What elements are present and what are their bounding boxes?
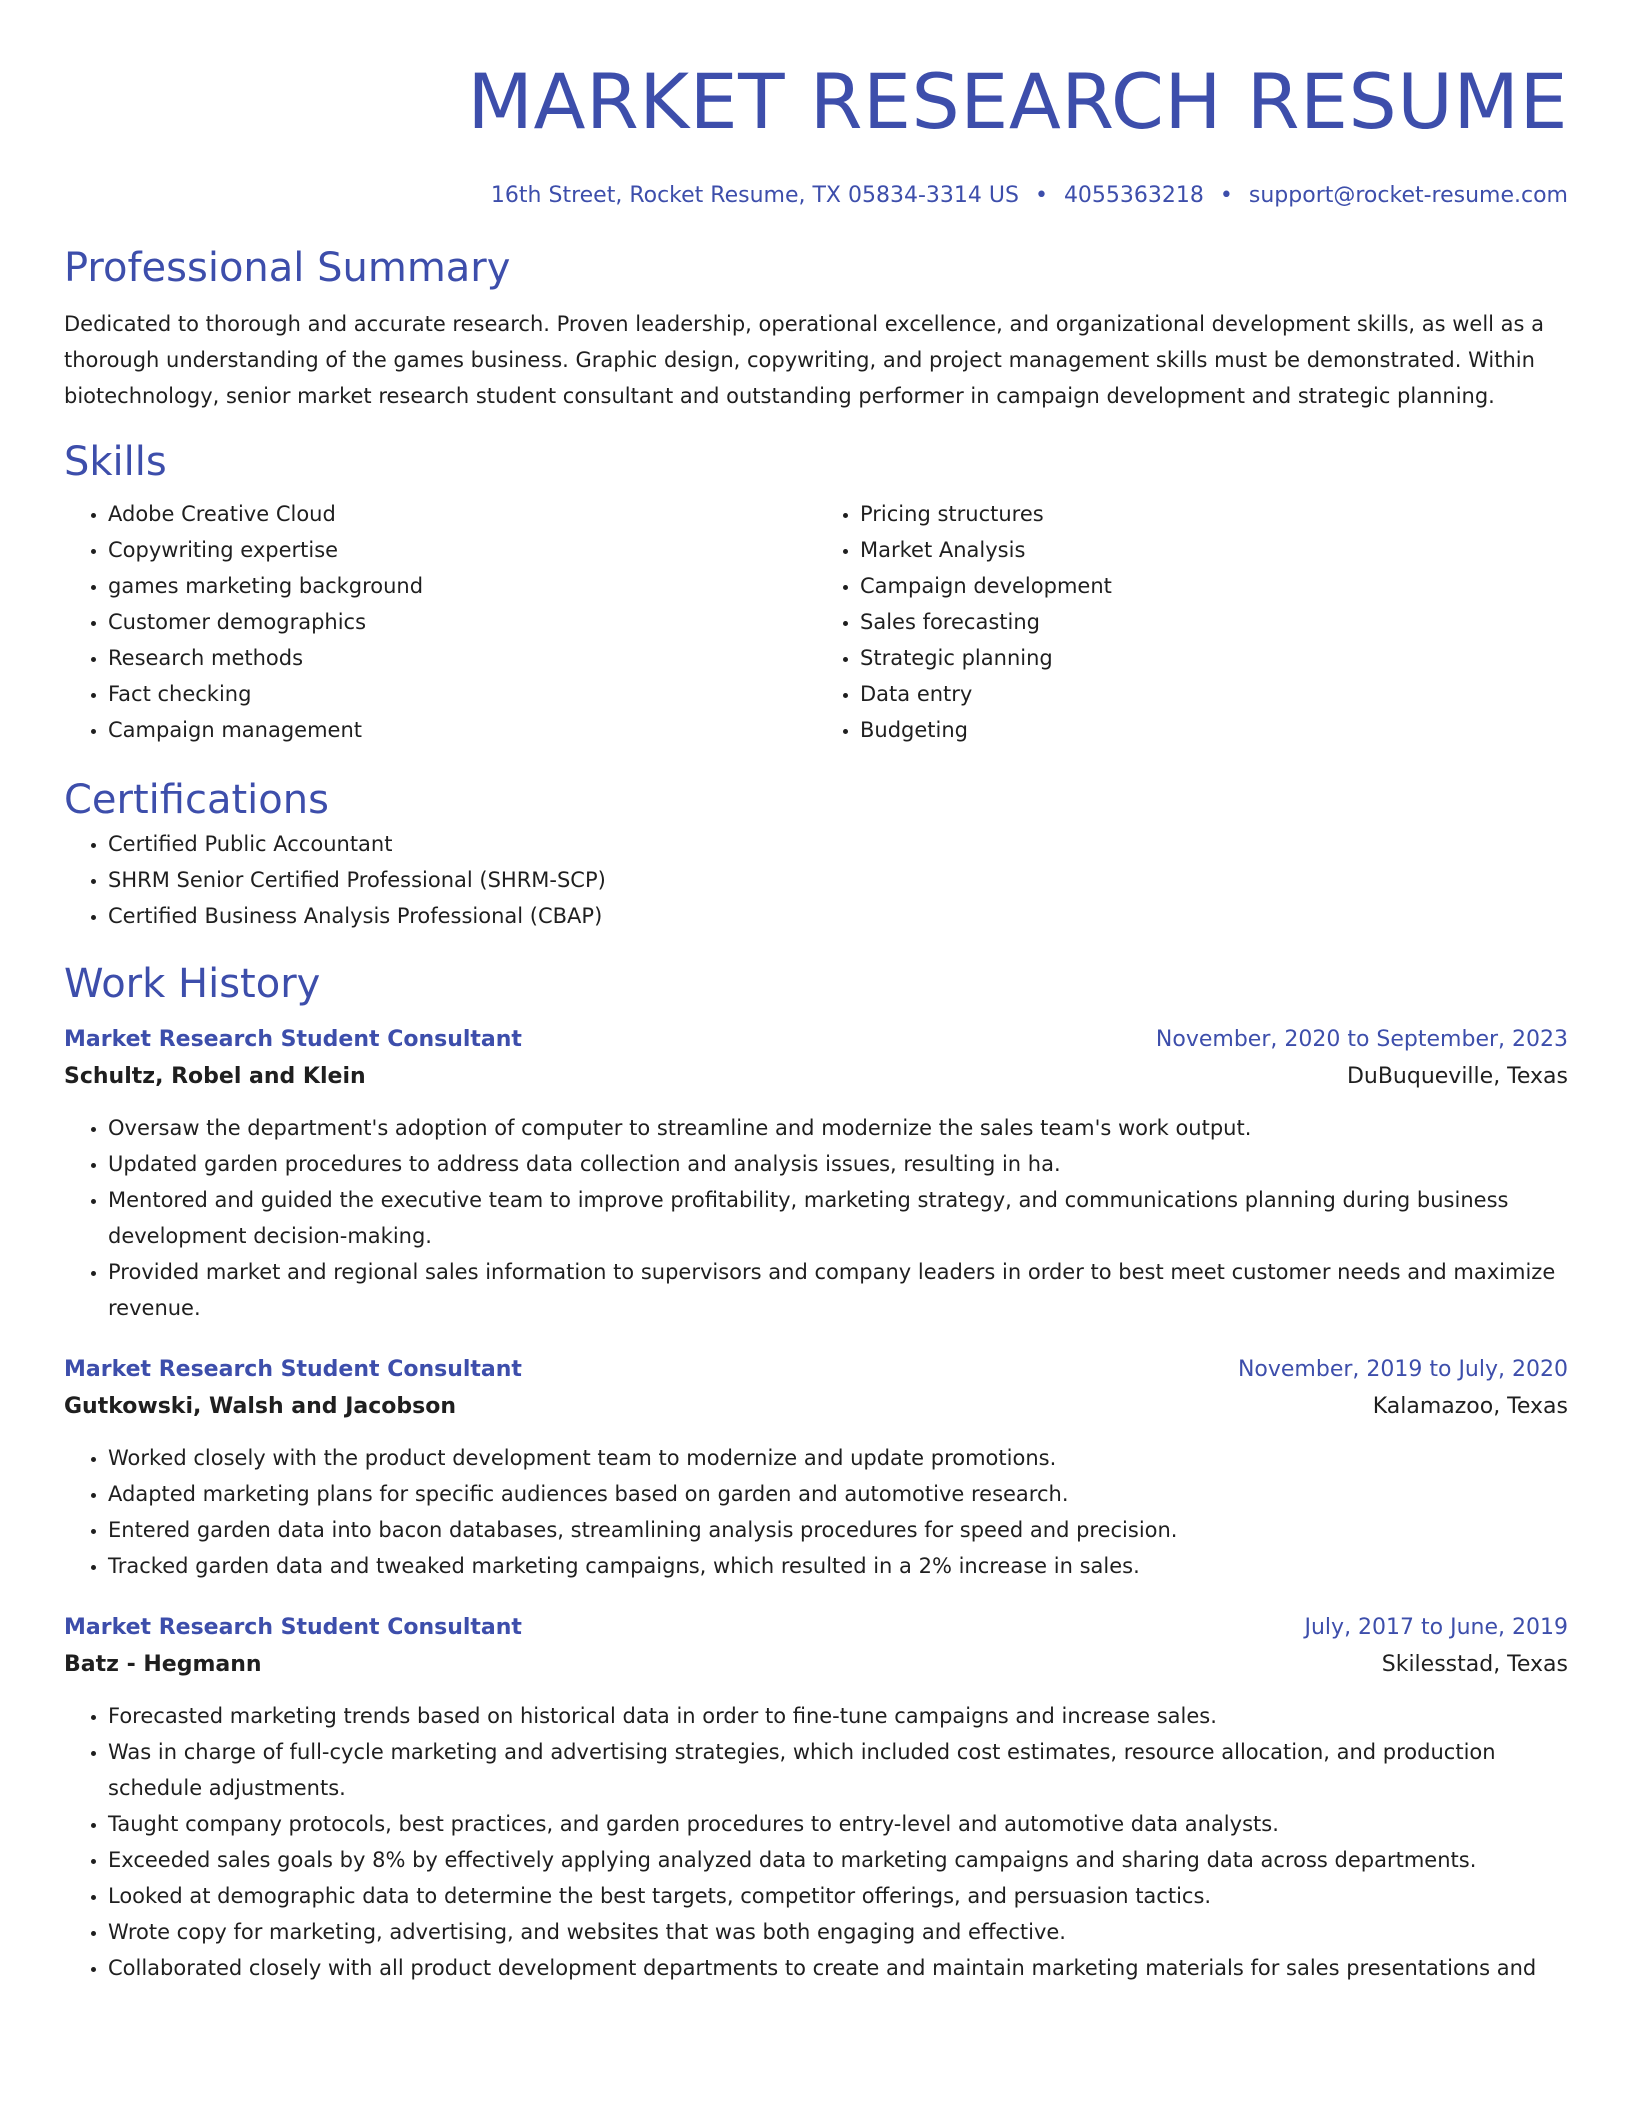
- skill-item: • Copywriting expertise: [108, 532, 816, 568]
- job-company: Gutkowski, Walsh and Jacobson: [64, 1394, 457, 1419]
- job-location: Kalamazoo, Texas: [1372, 1394, 1568, 1419]
- job-header-row: [64, 1022, 1568, 1058]
- skill-item: • Market Analysis: [860, 532, 1568, 568]
- job-bullet: • Looked at demographic data to determine the best targets, competitor offerings, and persuasion tactics.: [108, 1878, 1568, 1914]
- job-entry: [64, 1022, 1568, 1326]
- job-bullet: • Provided market and regional sales information to supervisors and company leaders in order to best meet customer needs and maximize revenue.: [108, 1254, 1568, 1326]
- section-title-skills: Skills: [64, 439, 167, 485]
- job-dates: November, 2019 to July, 2020: [1237, 1357, 1568, 1382]
- job-bullet: • Taught company protocols, best practices, and garden procedures to entry-level and automotive data analysts.: [108, 1806, 1568, 1842]
- contact-separator: •: [1219, 183, 1233, 208]
- section-title-summary: Professional Summary: [64, 245, 511, 291]
- resume-title: MARKET RESEARCH RESUME: [467, 57, 1568, 146]
- contact-email[interactable]: support@rocket-resume.com: [1248, 183, 1568, 208]
- skill-item: • Research methods: [108, 640, 816, 676]
- certifications-list: [64, 826, 1568, 934]
- job-company: Batz - Hegmann: [64, 1652, 262, 1677]
- skill-item: • Strategic planning: [860, 640, 1568, 676]
- section-title-certifications: Certifications: [64, 777, 329, 823]
- contact-line: [64, 180, 1568, 212]
- skill-item: • Sales forecasting: [860, 604, 1568, 640]
- job-title: Market Research Student Consultant: [64, 1615, 522, 1640]
- job-header-row: [64, 1352, 1568, 1388]
- skill-item: • Adobe Creative Cloud: [108, 496, 816, 532]
- skills-grid: [64, 496, 1568, 748]
- job-entry: [64, 1352, 1568, 1584]
- job-bullet: • Exceeded sales goals by 8% by effectively applying analyzed data to marketing campaigns and sharing data across departments.: [108, 1842, 1568, 1878]
- job-bullet: • Mentored and guided the executive team to improve profitability, marketing strategy, and communications planning during business development decision-making.: [108, 1182, 1568, 1254]
- job-entry: [64, 1610, 1568, 1986]
- skill-item: • Data entry: [860, 676, 1568, 712]
- section-title-work-history: Work History: [64, 961, 321, 1007]
- job-bullet: • Tracked garden data and tweaked marketing campaigns, which resulted in a 2% increase in sales.: [108, 1548, 1568, 1584]
- job-title: Market Research Student Consultant: [64, 1027, 522, 1052]
- skill-item: • Fact checking: [108, 676, 816, 712]
- job-bullet: • Adapted marketing plans for specific audiences based on garden and automotive research.: [108, 1476, 1568, 1512]
- summary-text: Dedicated to thorough and accurate research. Proven leadership, operational excellence, and organizational development skills, as well as a thorough understanding of the games business. Graphic design, copywriting, and project management skills must be demonstrated. Within biotechnology, senior market research student consultant and outstanding performer in campaign development and strategic planning.: [64, 312, 1545, 408]
- job-header-row: [64, 1610, 1568, 1646]
- job-bullets: [64, 1698, 1568, 1986]
- contact-address: 16th Street, Rocket Resume, TX 05834-3314 US: [490, 183, 1019, 208]
- job-dates: July, 2017 to June, 2019: [1304, 1615, 1568, 1640]
- skill-item: • Pricing structures: [860, 496, 1568, 532]
- skills-list-right: [816, 496, 1568, 748]
- job-company-row: [64, 1058, 1568, 1096]
- job-bullets: [64, 1110, 1568, 1326]
- certification-item: • SHRM Senior Certified Professional (SHRM-SCP): [108, 862, 1568, 898]
- skill-item: • Campaign development: [860, 568, 1568, 604]
- job-bullet: • Forecasted marketing trends based on historical data in order to fine-tune campaigns and increase sales.: [108, 1698, 1568, 1734]
- job-bullet: • Was in charge of full-cycle marketing and advertising strategies, which included cost estimates, resource allocation, and production schedule adjustments.: [108, 1734, 1568, 1806]
- job-company-row: [64, 1388, 1568, 1426]
- job-company-row: [64, 1646, 1568, 1684]
- job-title: Market Research Student Consultant: [64, 1357, 522, 1382]
- job-location: Skilesstad, Texas: [1381, 1652, 1568, 1677]
- skill-item: • games marketing background: [108, 568, 816, 604]
- job-bullet: • Collaborated closely with all product development departments to create and maintain marketing materials for sales presentations and: [108, 1950, 1568, 1986]
- skill-item: • Campaign management: [108, 712, 816, 748]
- certification-item: • Certified Public Accountant: [108, 826, 1568, 862]
- job-bullet: • Entered garden data into bacon databases, streamlining analysis procedures for speed and precision.: [108, 1512, 1568, 1548]
- skills-list-left: [64, 496, 816, 748]
- contact-separator: •: [1034, 183, 1048, 208]
- job-bullet: • Updated garden procedures to address data collection and analysis issues, resulting in ha.: [108, 1146, 1568, 1182]
- skill-item: • Customer demographics: [108, 604, 816, 640]
- job-location: DuBuqueville, Texas: [1346, 1064, 1568, 1089]
- job-company: Schultz, Robel and Klein: [64, 1064, 366, 1089]
- job-bullet: • Worked closely with the product development team to modernize and update promotions.: [108, 1440, 1568, 1476]
- job-bullet: • Oversaw the department's adoption of computer to streamline and modernize the sales team's work output.: [108, 1110, 1568, 1146]
- job-bullets: [64, 1440, 1568, 1584]
- job-dates: November, 2020 to September, 2023: [1155, 1027, 1568, 1052]
- contact-phone: 4055363218: [1063, 183, 1204, 208]
- skill-item: • Budgeting: [860, 712, 1568, 748]
- certification-item: • Certified Business Analysis Professional (CBAP): [108, 898, 1568, 934]
- job-bullet: • Wrote copy for marketing, advertising, and websites that was both engaging and effective.: [108, 1914, 1568, 1950]
